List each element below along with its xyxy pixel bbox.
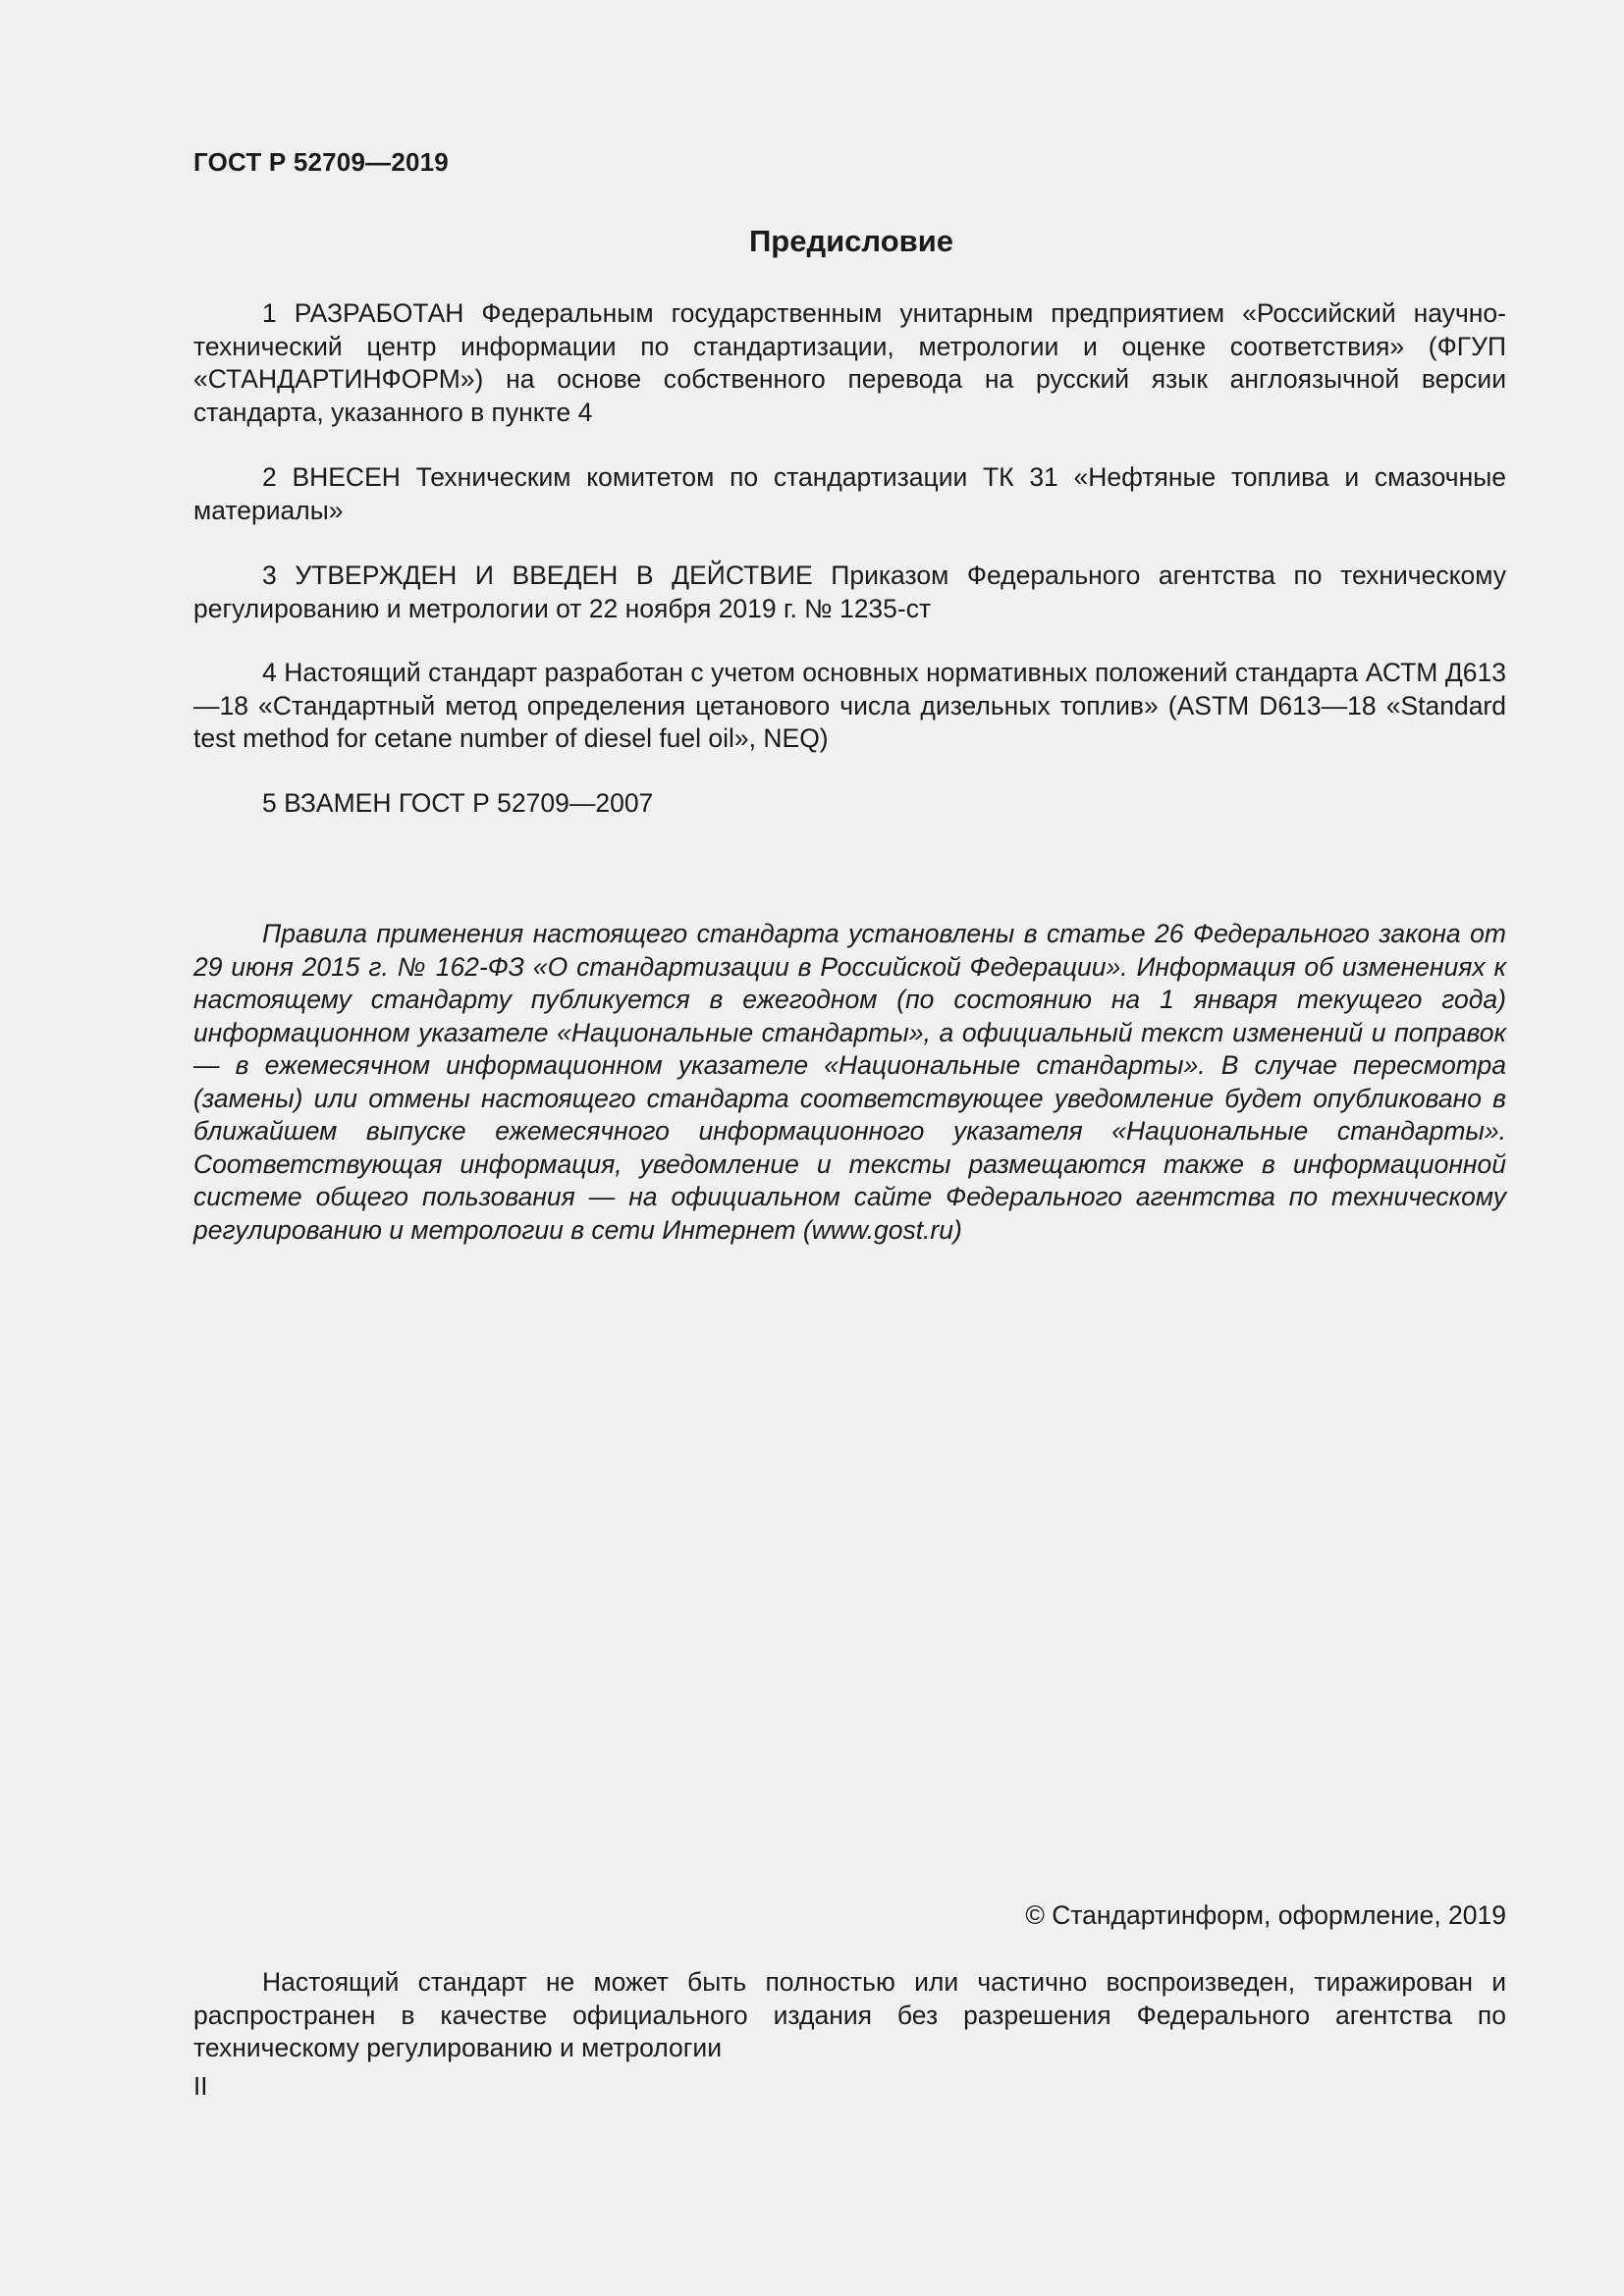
foreword-item-2: 2 ВНЕСЕН Техническим комитетом по стандартизации ТК 31 «Нефтяные топлива и смазочные материалы» <box>193 462 1506 525</box>
foreword-item-1: 1 РАЗРАБОТАН Федеральным государственным унитарным предприятием «Российский научно-технический центр информации по стандартизации, метрологии и оценке соответствия» (ФГУП «СТАНДАРТИНФОРМ») на основе собственного перевода на русский язык англоязычной версии стандарта, указанного в пункте 4 <box>193 298 1506 427</box>
foreword-item-3: 3 УТВЕРЖДЕН И ВВЕДЕН В ДЕЙСТВИЕ Приказом Федерального агентства по техническому регулированию и метрологии от 22 ноября 2019 г. № 1235-ст <box>193 561 1506 623</box>
foreword-item-5: 5 ВЗАМЕН ГОСТ Р 52709—2007 <box>262 788 654 818</box>
page-number: II <box>193 2071 208 2101</box>
rules-note: Правила применения настоящего стандарта установлены в статье 26 Федерального закона от 29 июня 2015 г. № 162-ФЗ «О стандартизации в Российской Федерации». Информация об изменениях к настоящему стандарту публикуется в ежегодном (по состоянию на 1 января текущего года) информационном указателе «Национальные стандарты», а официальный текст изменений и поправок — в ежемесячном информационном указателе «Национальные стандарты». В случае пересмотра (замены) или отмены настоящего стандарта соответствующее уведомление будет опубликовано в ближайшем выпуске ежемесячного информационного указателя «Национальные стандарты». Соответствующая информация, уведомление и тексты размещаются также в информационной системе общего пользования — на официальном сайте Федерального агентства по техническому регулированию и метрологии в сети Интернет (www.gost.ru) <box>193 919 1506 1245</box>
reproduction-notice: Настоящий стандарт не может быть полностью или частично воспроизведен, тиражирован и распространен в качестве официального издания без разрешения Федерального агентства по техническому регулированию и метрологии <box>193 1967 1506 2062</box>
document-code: ГОСТ Р 52709—2019 <box>193 147 449 177</box>
foreword-item-4: 4 Настоящий стандарт разработан с учетом основных нормативных положений стандарта АСТМ Д613—18 «Стандартный метод определения цетанового числа дизельных топлив» (ASTM D613—18 «Standard test method for cetane number of diesel fuel oil», NEQ) <box>193 658 1506 753</box>
page-title: Предисловие <box>748 224 953 258</box>
copyright-line: © Стандартинформ, оформление, 2019 <box>1025 1900 1506 1930</box>
